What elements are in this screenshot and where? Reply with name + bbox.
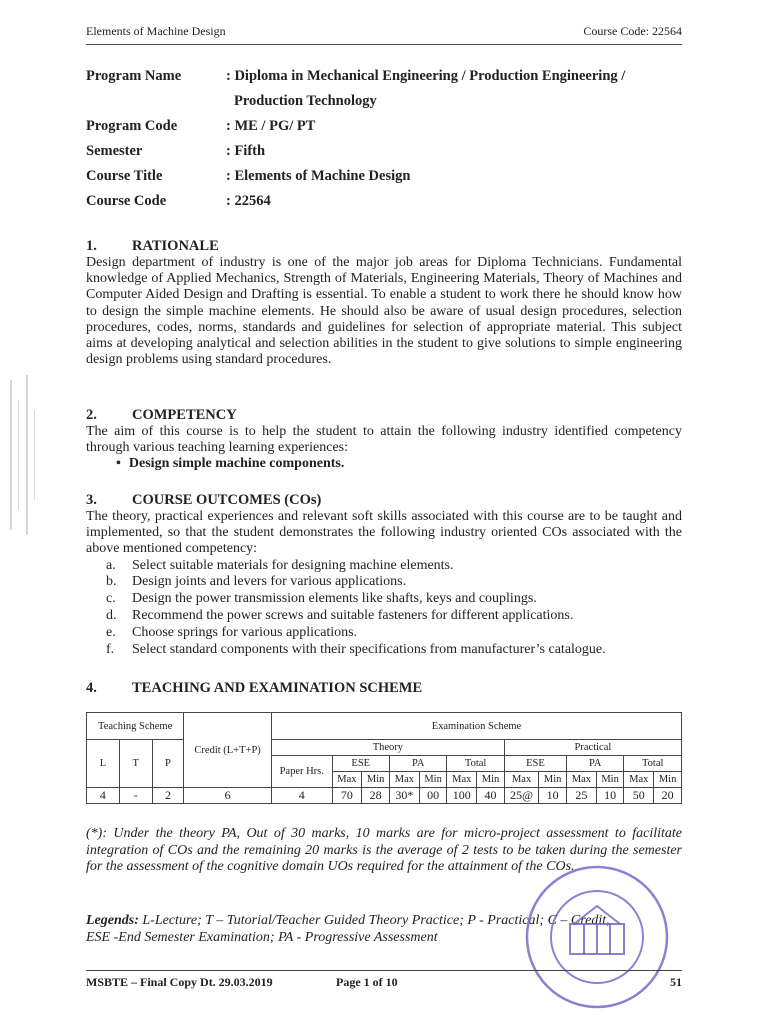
- p-header: P: [152, 740, 184, 788]
- table-cell: 20: [654, 788, 682, 804]
- l-header: L: [87, 740, 120, 788]
- scheme-table: [86, 712, 682, 804]
- list-text: Select standard components with their specifications from manufacturer’s catalogue.: [132, 641, 606, 657]
- section-number: 2.: [86, 407, 97, 423]
- page-header: [86, 24, 682, 45]
- practical-header: Practical: [504, 740, 681, 756]
- bullet-icon: •: [116, 456, 121, 472]
- program-key: Course Code: [86, 193, 167, 209]
- list-letter: a.: [106, 557, 116, 573]
- list-item: [106, 591, 682, 608]
- page-footer: [86, 970, 682, 990]
- competency-text: The aim of this course is to help the student to attain the following industry identified competency through various teaching learning experiences:: [86, 424, 682, 456]
- teaching-scheme-header: Teaching Scheme: [87, 713, 184, 740]
- table-cell: 40: [477, 788, 505, 804]
- section-number: 1.: [86, 238, 97, 254]
- program-row: [86, 89, 694, 114]
- program-value: : ME / PG/ PT: [226, 118, 316, 134]
- min-header: Min: [477, 772, 505, 788]
- list-letter: d.: [106, 608, 117, 623]
- min-header: Min: [654, 772, 682, 788]
- theory-header: Theory: [271, 740, 504, 756]
- header-left: Elements of Machine Design: [86, 24, 226, 38]
- footer-right: 51: [670, 975, 682, 989]
- list-text: Choose springs for various applications.: [132, 624, 358, 640]
- legends-text: L-Lecture; T – Tutorial/Teacher Guided Theory Practice; P - Practical; C – Credit,: [142, 913, 610, 928]
- section-heading: [86, 680, 682, 697]
- ese-header: ESE: [332, 756, 389, 772]
- section-title: COURSE OUTCOMES (COs): [132, 492, 322, 508]
- table-cell: 4: [271, 788, 332, 804]
- table-cell: 30*: [389, 788, 419, 804]
- credit-header: Credit (L+T+P): [184, 713, 272, 788]
- program-value: : Fifth: [226, 143, 266, 159]
- list-letter: b.: [106, 574, 117, 590]
- bullet-text: Design simple machine components.: [128, 456, 345, 472]
- outcomes-text: The theory, practical experiences and relevant soft skills associated with this course are to be taught and implemented, so that the student demonstrates the following industry oriented COs associated with the above mentioned competency:: [86, 509, 682, 557]
- program-key: Semester: [86, 143, 143, 159]
- table-cell: 6: [184, 788, 272, 804]
- table-cell: 10: [596, 788, 624, 804]
- list-text: Design joints and levers for various applications.: [132, 574, 407, 590]
- table-cell: 50: [624, 788, 654, 804]
- rationale-section: [86, 238, 682, 368]
- table-cell: 10: [539, 788, 567, 804]
- table-cell: 100: [447, 788, 477, 804]
- theory-pa-note: (*): Under the theory PA, Out of 30 marks, 10 marks are for micro-project assessment to facilitate integration of COs and the remaining 20 marks is the average of 2 tests to be taken during the semester for the assessment of the cognitive domain UOs required for the attainment of the COs.: [86, 826, 682, 874]
- total-header: Total: [447, 756, 504, 772]
- program-key: Program Name: [86, 68, 182, 84]
- table-cell: 00: [419, 788, 447, 804]
- min-header: Min: [596, 772, 624, 788]
- max-header: Max: [332, 772, 362, 788]
- legends-line: ESE -End Semester Examination; PA - Progressive Assessment: [86, 930, 438, 945]
- paper-hrs-header: Paper Hrs.: [271, 756, 332, 788]
- exam-scheme-header: Examination Scheme: [271, 713, 681, 740]
- total-header: Total: [624, 756, 682, 772]
- rationale-text: Design department of industry is one of the major job areas for Diploma Technicians. Fundamental knowledge of Applied Mechanics, Strength of Materials, Engineering Materials, Theory of Machines and Computer Aided Design and Drafting is essential. To enable a student to work there he should know how to design the simple machine elements. He should also be aware of usual design procedures, selection procedures, codes, norms, standards and guidelines for selection of appropriate material. This subject aims at developing analytical and selection abilities in the student to give solutions to simple engineering design problems using standard procedures.: [86, 255, 682, 368]
- section-number: 3.: [86, 492, 97, 508]
- table-cell: 25: [566, 788, 596, 804]
- list-item: [106, 608, 682, 625]
- outcomes-section: [86, 492, 682, 658]
- table-cell: 25@: [504, 788, 538, 804]
- list-letter: c.: [106, 591, 116, 607]
- program-value: Production Technology: [234, 93, 377, 109]
- pa-header: PA: [389, 756, 446, 772]
- footer-left: MSBTE – Final Copy Dt. 29.03.2019: [86, 975, 273, 989]
- legends-label: Legends:: [86, 913, 139, 928]
- table-row: [87, 788, 682, 804]
- scan-artifact: [0, 370, 50, 540]
- t-header: T: [119, 740, 152, 788]
- list-letter: f.: [106, 641, 115, 657]
- pa-header: PA: [566, 756, 623, 772]
- program-value: : Elements of Machine Design: [226, 168, 411, 184]
- table-cell: 28: [362, 788, 390, 804]
- list-item: [106, 642, 682, 659]
- program-row: [86, 114, 694, 139]
- max-header: Max: [504, 772, 538, 788]
- program-row: [86, 189, 694, 214]
- max-header: Max: [447, 772, 477, 788]
- outcomes-list: [106, 558, 682, 659]
- list-item: [106, 625, 682, 642]
- section-title: COMPETENCY: [132, 407, 237, 423]
- program-value: : 22564: [226, 193, 271, 209]
- section-heading: [86, 492, 682, 509]
- footer-center: Page 1 of 10: [336, 975, 398, 989]
- min-header: Min: [539, 772, 567, 788]
- section-title: TEACHING AND EXAMINATION SCHEME: [132, 680, 423, 696]
- min-header: Min: [419, 772, 447, 788]
- competency-section: [86, 407, 682, 472]
- ese-header: ESE: [504, 756, 566, 772]
- program-key: Program Code: [86, 118, 178, 134]
- section-heading: [86, 238, 682, 255]
- max-header: Max: [566, 772, 596, 788]
- competency-bullet: [116, 456, 682, 472]
- list-letter: e.: [106, 624, 116, 640]
- list-text: Select suitable materials for designing machine elements.: [132, 557, 454, 573]
- table-cell: 2: [152, 788, 184, 804]
- program-row: [86, 164, 694, 189]
- max-header: Max: [389, 772, 419, 788]
- program-value: : Diploma in Mechanical Engineering / Production Engineering /: [226, 68, 626, 84]
- max-header: Max: [624, 772, 654, 788]
- table-cell: 70: [332, 788, 362, 804]
- program-row: [86, 64, 694, 89]
- program-row: [86, 139, 694, 164]
- table-cell: 4: [87, 788, 120, 804]
- min-header: Min: [362, 772, 390, 788]
- program-key: Course Title: [86, 168, 163, 184]
- section-title: RATIONALE: [132, 238, 219, 254]
- list-text: Recommend the power screws and suitable fasteners for different applications.: [132, 608, 574, 623]
- scheme-section: [86, 680, 682, 697]
- header-right: Course Code: 22564: [583, 24, 682, 38]
- list-item: [106, 558, 682, 575]
- list-item: [106, 574, 682, 591]
- section-heading: [86, 407, 682, 424]
- table-cell: -: [119, 788, 152, 804]
- section-number: 4.: [86, 680, 97, 696]
- list-text: Design the power transmission elements like shafts, keys and couplings.: [132, 591, 537, 607]
- program-info: [86, 64, 694, 214]
